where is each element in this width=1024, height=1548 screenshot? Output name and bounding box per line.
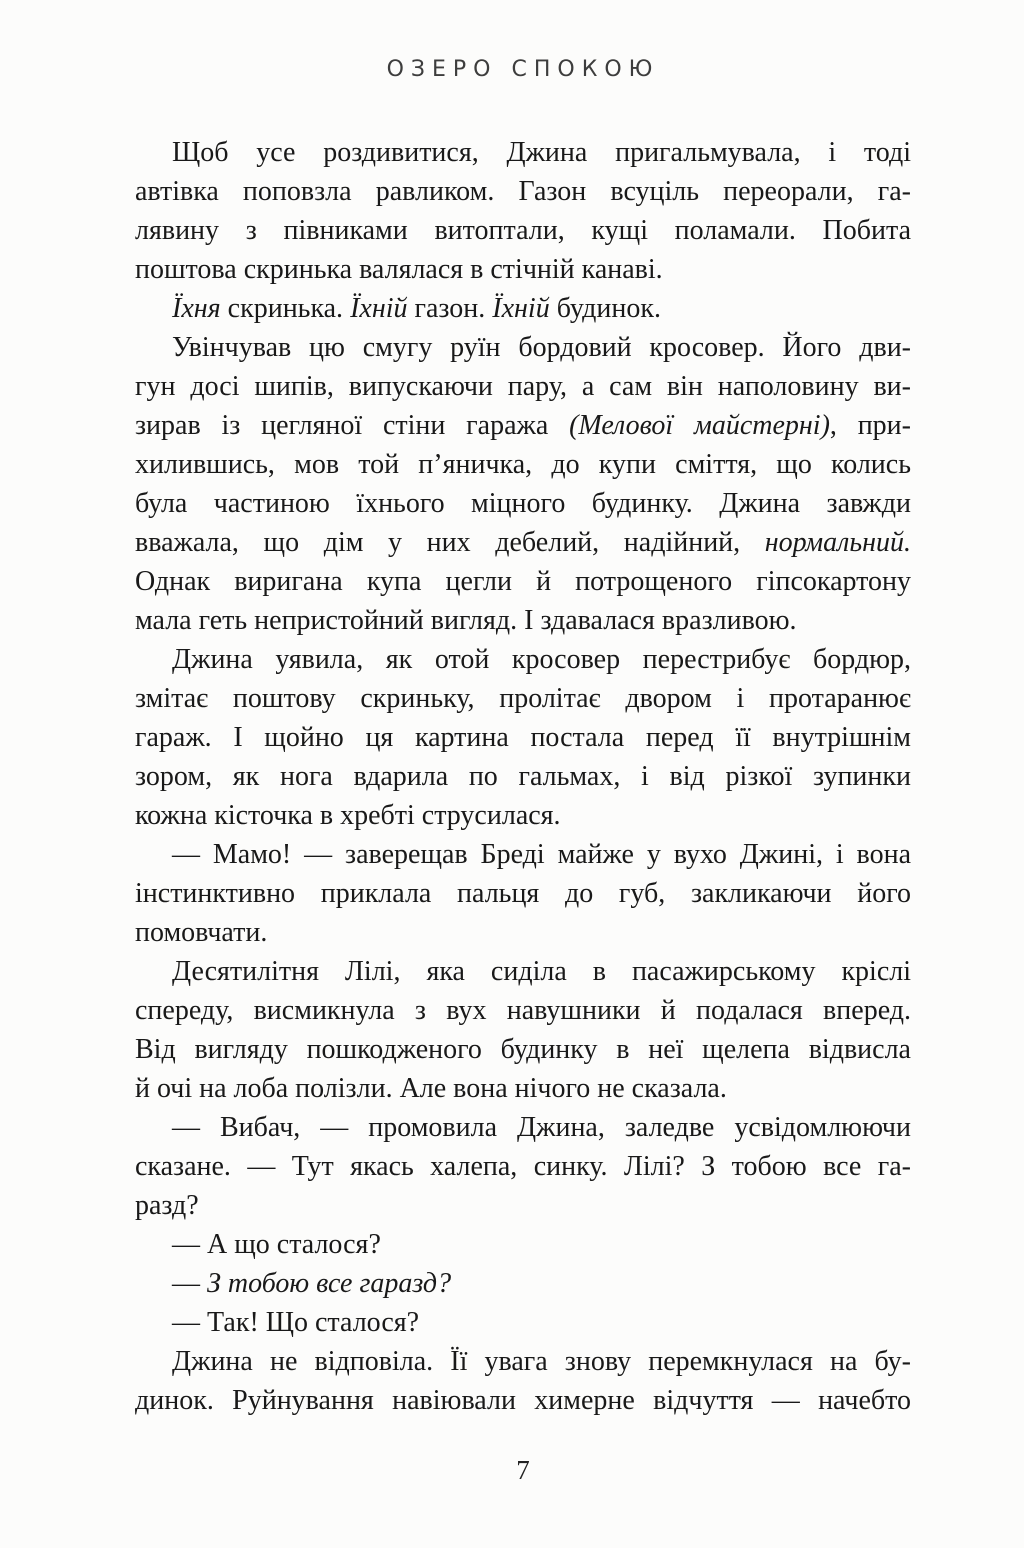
paragraph (135, 1108, 911, 1225)
text-line (135, 328, 911, 367)
text-run: — Мамо! — заверещав Бреді майже у вухо Джині, і вона (172, 839, 911, 870)
text-line (135, 718, 911, 757)
text-run: зирав із цегляної стіни гаража (135, 410, 570, 441)
paragraph (135, 952, 911, 1108)
text-run: — А що сталося? (172, 1229, 381, 1260)
text-line (135, 1147, 911, 1186)
text-run: змітає поштову скриньку, пролітає двором і протаранює (135, 683, 911, 714)
text-line (135, 952, 911, 991)
text-run: зором, як нога вдарила по гальмах, і від різкої зупинки (135, 761, 911, 792)
text-line (135, 289, 911, 328)
text-run: була частиною їхнього міцного будинку. Джина завжди (135, 488, 911, 519)
text-line (135, 1342, 911, 1381)
text-run: — Вибач, — промовила Джина, заледве усвідомлюючи (172, 1112, 911, 1143)
text-line (135, 679, 911, 718)
paragraph (135, 835, 911, 952)
text-run: Однак виригана купа цегли й потрощеного гіпсокартону (135, 566, 911, 597)
text-line (135, 211, 911, 250)
text-line (135, 601, 911, 640)
italic-text-run: Їхній (350, 293, 408, 324)
text-line (135, 913, 911, 952)
text-run: газон. (407, 293, 493, 324)
text-line (135, 250, 911, 289)
text-line (135, 796, 911, 835)
paragraph (135, 133, 911, 289)
paragraph (135, 640, 911, 835)
text-run: будинок. (549, 293, 661, 324)
text-run: спереду, висмикнула з вух навушники й подалася вперед. (135, 995, 911, 1026)
text-run: — Так! Що сталося? (172, 1307, 420, 1338)
italic-text-run: Їхня (172, 293, 221, 324)
text-run: Джина уявила, як отой кросовер перестрибує бордюр, (172, 644, 911, 675)
body-text (135, 133, 911, 1420)
text-line (135, 835, 911, 874)
text-line (135, 1069, 911, 1108)
text-run: поштова скринька валялася в стічній канаві. (135, 254, 663, 285)
text-line (135, 133, 911, 172)
text-run: скринька. (220, 293, 351, 324)
text-run: Щоб усе роздивитися, Джина пригальмувала, і тоді (172, 137, 911, 168)
text-line (135, 1303, 911, 1342)
text-run: — (172, 1268, 207, 1299)
page-number: 7 (516, 1455, 530, 1485)
paragraph (135, 1303, 911, 1342)
text-run: Десятилітня Лілі, яка сиділа в пасажирському кріслі (172, 956, 911, 987)
text-line (135, 1108, 911, 1147)
text-run: Джина не відповіла. Її увага знову перемкнулася на бу- (172, 1346, 911, 1377)
text-run: Від вигляду пошкодженого будинку в неї щелепа відвисла (135, 1034, 911, 1065)
text-line (135, 991, 911, 1030)
paragraph (135, 289, 911, 328)
text-line (135, 1264, 911, 1303)
italic-text-run: нормальний. (764, 527, 911, 558)
text-line (135, 1186, 911, 1225)
text-line (135, 406, 911, 445)
text-run: сказане. — Тут якась халепа, синку. Лілі? З тобою все га- (135, 1151, 911, 1182)
text-run: разд? (135, 1190, 199, 1221)
text-line (135, 757, 911, 796)
text-run: Увінчував цю смугу руїн бордовий кросовер. Його дви- (172, 332, 911, 363)
italic-text-run: (Мелової майстерні) (569, 410, 830, 441)
text-run: динок. Руйнування навіювали химерне відчуття — начебто (135, 1385, 911, 1416)
text-line (135, 445, 911, 484)
text-line (135, 640, 911, 679)
text-run: хилившись, мов той п’яничка, до купи сміття, що колись (135, 449, 911, 480)
text-run: й очі на лоба полізли. Але вона нічого не сказала. (135, 1073, 727, 1104)
text-run: помовчати. (135, 917, 268, 948)
italic-text-run: З тобою все гаразд? (207, 1268, 452, 1299)
text-line (135, 523, 911, 562)
text-run: кожна кісточка в хребті струсилася. (135, 800, 561, 831)
text-run: , при- (829, 410, 911, 441)
text-line (135, 172, 911, 211)
text-line (135, 484, 911, 523)
paragraph (135, 1342, 911, 1420)
paragraph (135, 1225, 911, 1264)
text-line (135, 1225, 911, 1264)
text-run: вважала, що дім у них дебелий, надійний, (135, 527, 765, 558)
text-run: лявину з півниками витоптали, кущі поламали. Побита (135, 215, 911, 246)
text-line (135, 367, 911, 406)
paragraph (135, 328, 911, 640)
paragraph (135, 1264, 911, 1303)
italic-text-run: Їхній (492, 293, 550, 324)
text-line (135, 562, 911, 601)
text-run: гараж. І щойно ця картина постала перед її внутрішнім (135, 722, 911, 753)
text-run: мала геть непристойний вигляд. І здавалася вразливою. (135, 605, 797, 636)
text-line (135, 874, 911, 913)
text-line (135, 1030, 911, 1069)
text-line (135, 1381, 911, 1420)
text-run: інстинктивно приклала пальця до губ, закликаючи його (135, 878, 911, 909)
text-run: автівка поповзла равликом. Газон всуціль переорали, га- (135, 176, 911, 207)
text-run: гун досі шипів, випускаючи пару, а сам він наполовину ви- (135, 371, 911, 402)
running-head: ОЗЕРО СПОКОЮ (386, 57, 660, 82)
